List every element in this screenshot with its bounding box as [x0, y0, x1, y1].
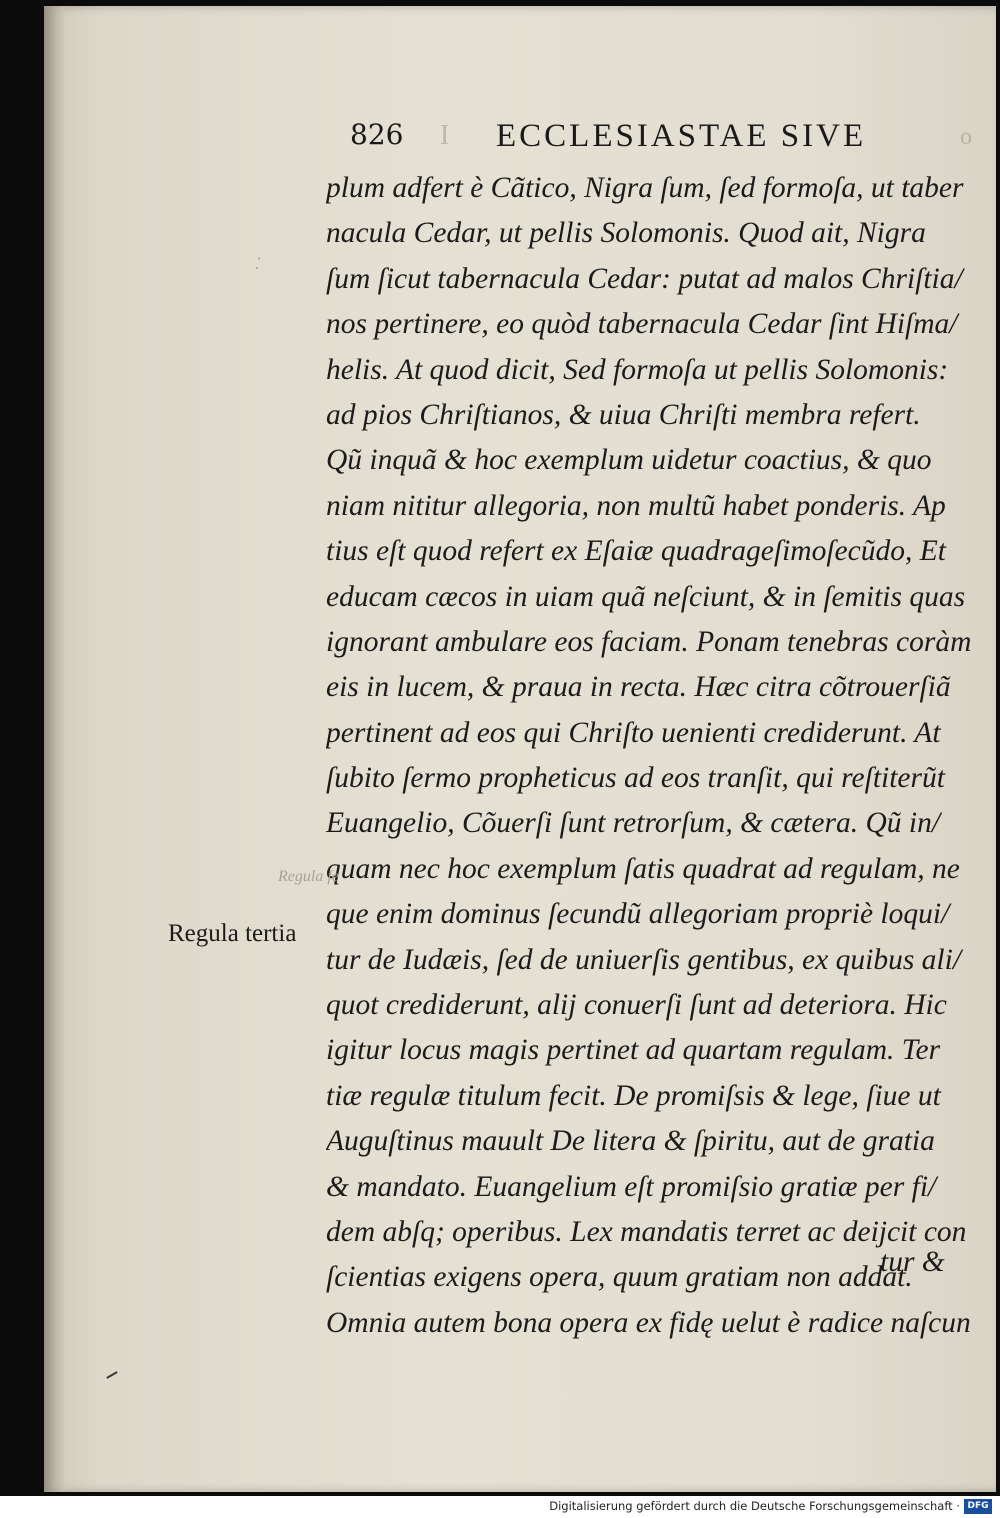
text-line: pertinent ad eos qui Chriſto uenienti crediderunt. At: [326, 716, 941, 749]
text-line: Auguſtinus mauult De litera & ſpiritu, aut de gratia: [326, 1125, 935, 1158]
digitization-footer: [0, 1496, 1000, 1518]
dfg-logo-icon: DFG: [964, 1499, 992, 1514]
text-line: tius eſt quod refert ex Eſaiæ quadrageſimoſecũdo, Et: [326, 535, 946, 568]
text-line: dem abſq; operibus. Lex mandatis terret ac deijcit con: [326, 1215, 967, 1248]
text-line: ſubito ſermo propheticus ad eos tranſit, qui reſtiterũt: [326, 762, 945, 795]
text-line: niam nititur allegoria, non multũ habet ponderis. Ap: [326, 489, 946, 522]
text-line: Euangelio, Cõuerſi ſunt retrorſum, & cætera. Qũ in/: [326, 807, 941, 840]
text-line: ſcientias exigens opera, quum gratiam non addat.: [326, 1261, 913, 1294]
text-line: nacula Cedar, ut pellis Solomonis. Quod ait, Nigra: [326, 217, 926, 250]
text-line: Omnia autem bona opera ex fidę uelut è radice naſcun: [326, 1306, 971, 1339]
bleed-through-mark: o: [960, 124, 972, 150]
text-line: helis. At quod dicit, Sed formoſa ut pellis Solomonis:: [326, 353, 949, 386]
text-line: plum adfert è Cãtico, Nigra ſum, ſed formoſa, ut taber: [326, 172, 964, 204]
marginal-note: Regula tertia: [168, 920, 297, 947]
page-header: [0, 118, 1000, 158]
text-line: Qũ inquã & hoc exemplum uidetur coactius, & quo: [326, 444, 932, 477]
bleed-through-mark: Regula fe: [278, 868, 339, 885]
text-line: quam nec hoc exemplum ſatis quadrat ad regulam, ne: [326, 852, 960, 885]
text-line: ignorant ambulare eos faciam. Ponam tenebras coràm: [326, 625, 972, 658]
running-head: ECCLESIASTAE SIVE: [496, 118, 867, 154]
text-line: eis in lucem, & praua in recta. Hæc citra cõtrouerſiã: [326, 671, 951, 704]
text-line: & mandato. Euangelium eſt promiſsio gratiæ per fi/: [326, 1170, 937, 1203]
page-gutter-shadow: [44, 6, 64, 1492]
text-line: igitur locus magis pertinet ad quartam regulam. Ter: [326, 1034, 941, 1067]
text-line: ad pios Chriſtianos, & uiua Chriſti membra refert.: [326, 398, 921, 431]
text-line: quot crediderunt, alij conuerſi ſunt ad deteriora. Hic: [326, 989, 947, 1022]
text-line: tur de Iudæis, ſed de uniuerſis gentibus, ex quibus ali/: [326, 943, 962, 976]
main-text-block: [326, 166, 972, 1346]
text-line: tiæ regulæ titulum fecit. De promiſsis & lege, ſiue ut: [326, 1079, 941, 1112]
bleed-through-mark: I: [440, 120, 450, 151]
catchword: tur &: [880, 1246, 945, 1278]
text-line: nos pertinere, eo quòd tabernacula Cedar ſint Hiſma/: [326, 308, 958, 341]
bleed-through-mark: ⁚: [254, 256, 260, 273]
text-line: ſum ſicut tabernacula Cedar: putat ad malos Chriſtia/: [326, 262, 963, 295]
funding-credit: Digitalisierung gefördert durch die Deutsche Forschungsgemeinschaft ·: [549, 1499, 960, 1513]
text-line: educam cæcos in uiam quã neſciunt, & in ſemitis quas: [326, 580, 966, 613]
page-number: 826: [350, 118, 404, 151]
text-line: que enim dominus ſecundũ allegoriam propriè loqui/: [326, 898, 950, 931]
